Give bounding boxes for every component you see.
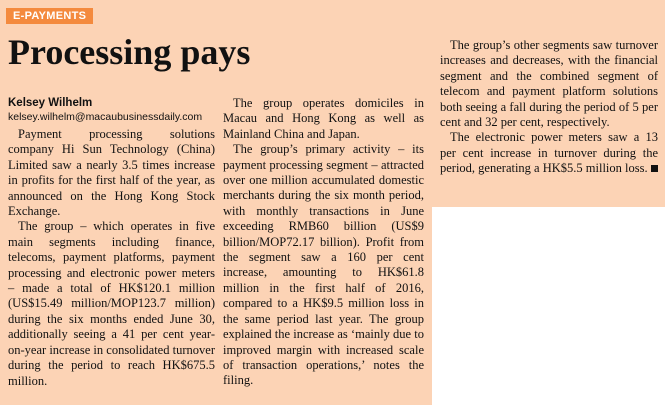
paragraph-text: The electronic power meters saw a 13 per cent increase in turnover during the period, generating a HK$5.5 million loss. [440, 130, 658, 176]
article-column-1 [8, 127, 215, 389]
article-column-3 [440, 38, 658, 177]
end-of-article-icon [651, 165, 658, 172]
byline [8, 96, 202, 124]
paragraph: The group’s other segments saw turnover increases and decreases, with the financial segment and the combined segment of telecom and payment platform solutions both seeing a fall during the period of 5 per cent and 32 per cent, respectively. [440, 38, 658, 130]
article-column-2 [223, 96, 424, 389]
byline-email[interactable]: kelsey.wilhelm@macaubusinessdaily.com [8, 111, 203, 123]
paragraph: Payment processing solutions company Hi Sun Technology (China) Limited saw a nearly 3.5 times increase in profits for the first half of the year, as announced on the Hong Kong Stock Exchange. [8, 127, 215, 219]
headline: Processing pays [8, 32, 251, 72]
section-label: E-PAYMENTS [6, 8, 93, 24]
paragraph: The group – which operates in five main segments including finance, telecoms, payment platforms, payment processing and electronic power meters – made a total of HK$120.1 million (US$15.49 million/MOP123.7 million) during the six months ended June 30, additionally seeing a 41 per cent year-on-year increase in consolidated turnover during the period to reach HK$675.5 million. [8, 219, 215, 388]
paragraph-final [440, 130, 658, 176]
paragraph: The group’s primary activity – its payment processing segment – attracted over one million accumulated domestic merchants during the six month period, with monthly transactions in June exceeding RMB60 billion (US$9 billion/MOP72.17 billion). Profit from the segment saw a 160 per cent increase, amounting to HK$61.8 million in the first half of 2016, compared to a HK$9.5 million loss in the same period last year. The group explained the increase as ‘mainly due to improved margin with increased scale of transaction operations,’ notes the filing. [223, 142, 424, 388]
paragraph: The group operates domiciles in Macau and Hong Kong as well as Mainland China and Japan. [223, 96, 424, 141]
byline-author: Kelsey Wilhelm [8, 97, 93, 109]
